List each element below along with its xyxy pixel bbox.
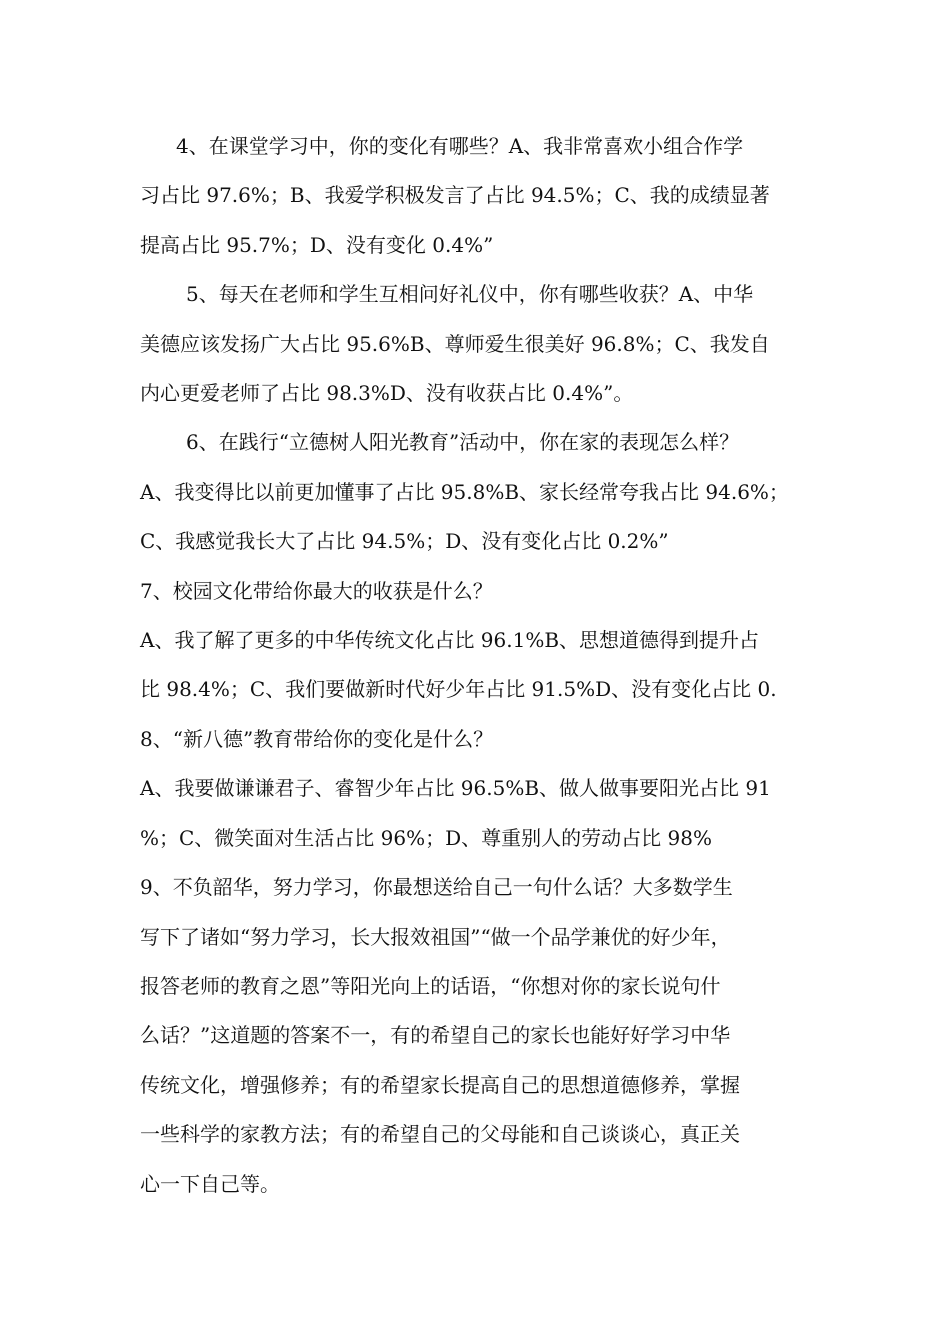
q9-line-5: 传统文化，增强修养；有的希望家长提高自己的思想道德修养，掌握 [140, 1072, 740, 1097]
q9-line-2: 写下了诸如“努力学习，长大报效祖国”“做一个品学兼优的好少年， [140, 924, 731, 949]
q8-answer-line-1: A、我要做谦谦君子、睿智少年占比 96.5%B、做人做事要阳光占比 91 [140, 776, 771, 801]
q5-line-2: 美德应该发扬广大占比 95.6%B、尊师爱生很美好 96.8%；C、我发自 [140, 331, 770, 356]
q9-line-7: 心一下自己等。 [140, 1171, 280, 1196]
q5-line-1: 5、每天在老师和学生互相问好礼仪中，你有哪些收获？A、中华 [186, 282, 754, 307]
q9-line-6: 一些科学的家教方法；有的希望自己的父母能和自己谈谈心，真正关 [140, 1122, 740, 1147]
q6-line-2: A、我变得比以前更加懂事了占比 95.8%B、家长经常夸我占比 94.6%； [140, 479, 789, 504]
q4-line-1: 4、在课堂学习中，你的变化有哪些？A、我非常喜欢小组合作学 [176, 134, 744, 158]
q8-question: 8、“新八德”教育带给你的变化是什么？ [140, 726, 494, 751]
q6-line-1: 6、在践行“立德树人阳光教育”活动中，你在家的表现怎么样？ [186, 430, 740, 455]
q7-answer-line-2: 比 98.4%；C、我们要做新时代好少年占比 91.5%D、没有变化占比 0. [140, 677, 777, 702]
document-body [140, 122, 830, 1209]
q7-question: 7、校园文化带给你最大的收获是什么？ [140, 578, 493, 603]
q5-line-3: 内心更爱老师了占比 98.3%D、没有收获占比 0.4%”。 [140, 381, 634, 406]
q9-line-4: 么话？”这道题的答案不一，有的希望自己的家长也能好好学习中华 [140, 1023, 731, 1048]
q4-line-3: 提高占比 95.7%；D、没有变化 0.4%” [140, 232, 494, 257]
q4-line-2: 习占比 97.6%；B、我爱学积极发言了占比 94.5%；C、我的成绩显著 [140, 183, 770, 208]
q8-answer-line-2: %；C、微笑面对生活占比 96%；D、尊重别人的劳动占比 98% [140, 825, 712, 850]
q7-answer-line-1: A、我了解了更多的中华传统文化占比 96.1%B、思想道德得到提升占 [140, 628, 760, 653]
q6-line-3: C、我感觉我长大了占比 94.5%；D、没有变化占比 0.2%” [140, 529, 669, 554]
q9-line-1: 9、不负韶华，努力学习，你最想送给自己一句什么话？大多数学生 [140, 875, 733, 900]
q9-line-3: 报答老师的教育之恩”等阳光向上的话语，“你想对你的家长说句什 [140, 973, 721, 998]
